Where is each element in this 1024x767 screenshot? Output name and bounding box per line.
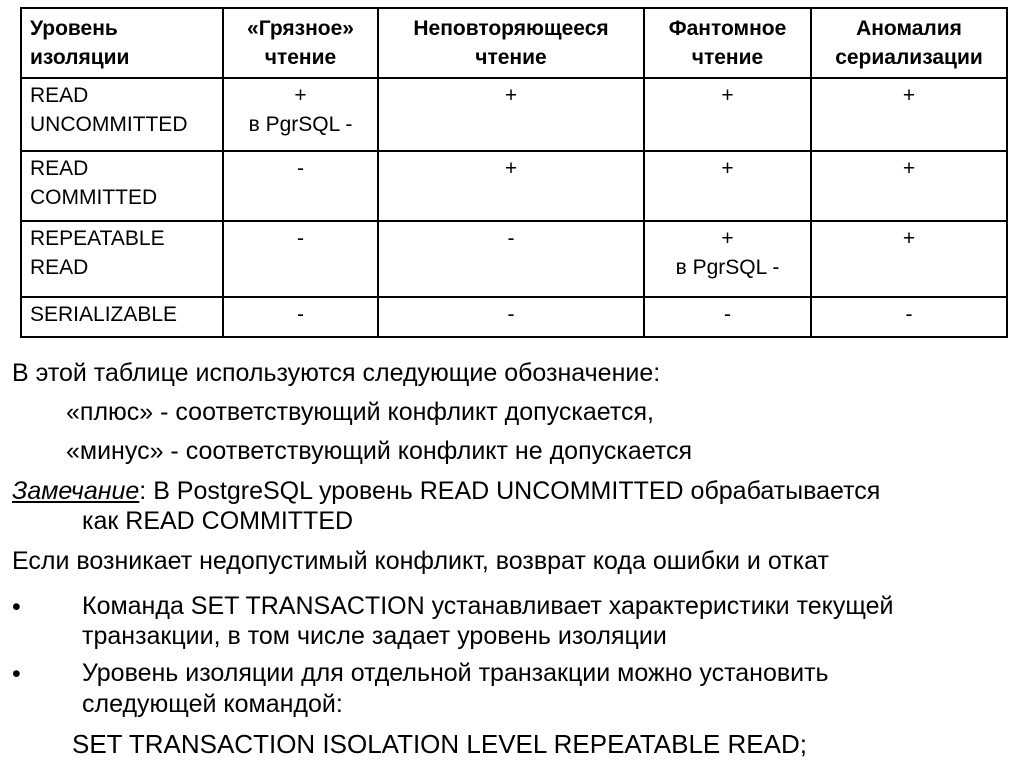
bullet-1-line-2: транзакции, в том числе задает уровень изоляции (82, 622, 667, 650)
sql-command: SET TRANSACTION ISOLATION LEVEL REPEATABLE READ; (72, 729, 807, 759)
header-line: сериализации (835, 46, 983, 69)
nonrepeatable-read-cell (378, 221, 644, 296)
cell-mark: - (905, 302, 913, 326)
bullet-2-line-1: Уровень изоляции для отдельной транзакции можно установить (82, 659, 829, 687)
cell-mark: - (297, 302, 304, 326)
cell-mark: - (297, 156, 304, 180)
bullet-2-line-2: следующей командой: (82, 690, 343, 718)
table-row-serializable (21, 297, 1007, 337)
dirty-read-cell (223, 221, 378, 296)
serialization-anomaly-cell (811, 297, 1007, 337)
header-line: чтение (475, 46, 547, 69)
phantom-read-cell (644, 221, 811, 296)
cell-mark: - (297, 227, 304, 251)
cell-mark: + (504, 84, 518, 108)
dirty-read-cell (223, 151, 378, 221)
header-line: Фантомное (668, 17, 787, 40)
note-line-1 (12, 476, 880, 506)
isolation-levels-table (20, 7, 1008, 338)
cell-mark: + (504, 156, 518, 180)
header-line: чтение (691, 46, 764, 69)
cell-mark: + (721, 84, 734, 108)
header-line: чтение (264, 46, 337, 69)
level-line: READ (30, 256, 89, 280)
cell-mark: + (902, 227, 916, 251)
conflict-text: Если возникает недопустимый конфликт, возврат кода ошибки и откат (12, 547, 829, 575)
level-cell (21, 221, 223, 296)
nonrepeatable-read-cell (378, 297, 644, 337)
header-line: изоляции (30, 46, 130, 69)
nonrepeatable-read-cell (378, 151, 644, 221)
header-serialization-anomaly (811, 8, 1007, 78)
serialization-anomaly-cell (811, 151, 1007, 221)
level-cell (21, 297, 223, 337)
header-dirty-read (223, 8, 378, 78)
bullet-icon: • (12, 593, 21, 621)
serialization-anomaly-cell (811, 221, 1007, 296)
level-cell (21, 151, 223, 221)
cell-mark: - (507, 227, 515, 251)
level-line: REPEATABLE (30, 227, 165, 251)
cell-mark: + (902, 84, 916, 108)
table-header-row (21, 8, 1007, 78)
level-line: READ (30, 84, 89, 108)
legend-plus: «плюс» - соответствующий конфликт допускается, (66, 398, 654, 426)
cell-mark: + (902, 156, 916, 180)
phantom-read-cell (644, 78, 811, 150)
note-label: Замечание (12, 477, 140, 505)
legend-intro: В этой таблице используются следующие обозначение: (12, 359, 661, 387)
dirty-read-cell (223, 78, 378, 150)
cell-note: в PgrSQL - (248, 113, 353, 137)
nonrepeatable-read-cell (378, 78, 644, 150)
note-text: : В PostgreSQL уровень READ UNCOMMITTED обрабатывается (139, 477, 881, 505)
header-line: Неповторяющееся (413, 17, 609, 40)
level-line: COMMITTED (30, 185, 158, 209)
cell-note: в PgrSQL - (675, 256, 780, 280)
header-line: «Грязное» (247, 17, 354, 40)
cell-mark: + (294, 84, 307, 108)
level-line: READ (30, 156, 89, 180)
phantom-read-cell (644, 151, 811, 221)
bullet-icon: • (12, 660, 21, 688)
table-row-repeatable-read (21, 221, 1007, 296)
bullet-1-line-1: Команда SET TRANSACTION устанавливает характеристики текущей (82, 592, 894, 620)
phantom-read-cell (644, 297, 811, 337)
header-line: Уровень (30, 17, 118, 40)
cell-mark: - (507, 302, 515, 326)
dirty-read-cell (223, 297, 378, 337)
table-row-read-uncommitted (21, 78, 1007, 150)
level-cell (21, 78, 223, 150)
table-row-read-committed (21, 151, 1007, 221)
header-isolation-level (21, 8, 223, 78)
level-line: SERIALIZABLE (30, 302, 178, 326)
cell-mark: - (724, 302, 731, 326)
legend-minus: «минус» - соответствующий конфликт не допускается (66, 437, 693, 465)
level-line: UNCOMMITTED (30, 113, 188, 137)
header-phantom-read (644, 8, 811, 78)
note-line-2: как READ COMMITTED (82, 507, 354, 535)
cell-mark: + (721, 156, 734, 180)
cell-mark: + (721, 227, 734, 251)
header-line: Аномалия (856, 17, 962, 40)
serialization-anomaly-cell (811, 78, 1007, 150)
header-nonrepeatable-read (378, 8, 644, 78)
